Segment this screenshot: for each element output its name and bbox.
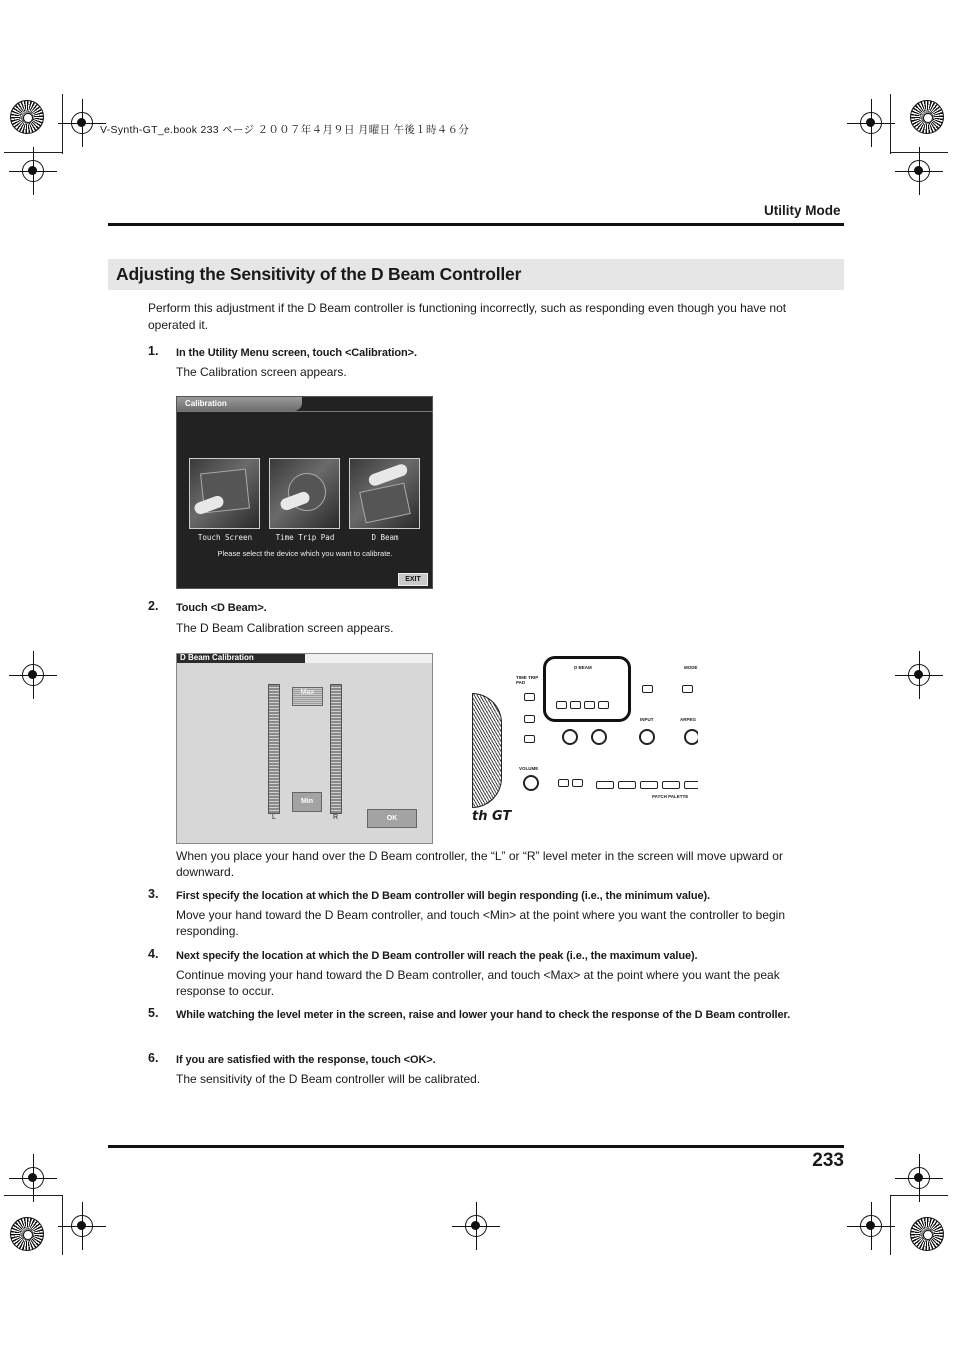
max-button[interactable]: Max <box>292 687 323 706</box>
panel-label: INPUT <box>640 717 654 722</box>
registration-mark-bottom-left <box>71 1215 93 1237</box>
product-logo: th GT <box>472 809 512 824</box>
registration-mark-bottom-right <box>860 1215 882 1237</box>
step-text: The D Beam Calibration screen appears. <box>176 621 394 635</box>
screen-title-bar <box>177 397 302 411</box>
panel-label: ARPEG <box>680 717 697 722</box>
registration-mark-left-upper <box>22 160 44 182</box>
speaker-grill <box>472 693 502 808</box>
registration-mark-top-left <box>71 112 93 134</box>
registration-mark-right-middle <box>908 664 930 686</box>
intro-paragraph: Perform this adjustment if the D Beam controller is functioning incorrectly, such as responding even though you have not operated it. <box>148 301 787 332</box>
step-number: 3. <box>148 887 159 901</box>
d-beam-tile[interactable] <box>349 458 420 529</box>
tile-label: Time Trip Pad <box>275 533 335 542</box>
registration-mark-bottom-center <box>465 1215 487 1237</box>
step-text: Move your hand toward the D Beam controller, and touch <Min> at the point where you want the controller to begin responding. <box>176 908 786 938</box>
knob <box>639 729 655 745</box>
step-text: The Calibration screen appears. <box>176 365 347 379</box>
tile-label: Touch Screen <box>197 533 253 542</box>
volume-knob <box>523 775 539 791</box>
registration-mark-right-lower <box>908 1167 930 1189</box>
screen-title: Calibration <box>185 399 227 408</box>
exit-button[interactable]: EXIT <box>398 573 428 586</box>
footer-rule <box>108 1145 844 1148</box>
step-number: 2. <box>148 599 159 613</box>
step-note: When you place your hand over the D Beam controller, the “L” or “R” level meter in the screen will move upward or downward. <box>176 849 783 879</box>
knob <box>562 729 578 745</box>
step-title: Next specify the location at which the D Beam controller will reach the peak (i.e., the maximum value). <box>176 950 698 962</box>
tile-label: D Beam <box>371 533 399 542</box>
knob <box>684 729 698 745</box>
level-meter-left <box>268 684 280 814</box>
panel-label: D BEAM <box>574 665 592 670</box>
knob <box>591 729 607 745</box>
step-number: 4. <box>148 947 159 961</box>
panel-label: TIME TRIP PAD <box>516 675 539 685</box>
step-title: While watching the level meter in the screen, raise and lower your hand to check the response of the D Beam controller. <box>176 1009 791 1021</box>
calibration-message: Please select the device which you want to calibrate. <box>217 549 393 558</box>
time-trip-pad-tile[interactable] <box>269 458 340 529</box>
touch-screen-tile[interactable] <box>189 458 260 529</box>
min-button[interactable]: Min <box>292 792 322 812</box>
step-number: 1. <box>148 344 159 358</box>
level-meter-right <box>330 684 342 814</box>
registration-wheel-bottom-left <box>10 1217 44 1251</box>
step-title: First specify the location at which the D Beam controller will begin responding (i.e., the minimum value). <box>176 890 710 902</box>
d-beam-calibration-screen <box>176 653 433 844</box>
section-header: Utility Mode <box>764 203 841 218</box>
step-title: Touch <D Beam>. <box>176 602 267 614</box>
meter-label-right: R <box>333 814 339 821</box>
screen-title: D Beam Calibration <box>180 653 254 662</box>
header-rule <box>108 223 844 226</box>
d-beam-highlight-ring <box>543 656 631 722</box>
step-number: 5. <box>148 1006 159 1020</box>
meter-label-left: L <box>272 814 276 821</box>
registration-mark-top-right <box>860 112 882 134</box>
step-text: Continue moving your hand toward the D Beam controller, and touch <Max> at the point where you want the peak response to occur. <box>176 968 780 998</box>
registration-wheel-top-right <box>910 100 944 134</box>
step-text: The sensitivity of the D Beam controller will be calibrated. <box>176 1072 481 1086</box>
panel-label: PATCH PALETTE <box>652 794 689 799</box>
front-panel-illustration <box>472 653 698 828</box>
step-title: In the Utility Menu screen, touch <Calibration>. <box>176 347 417 359</box>
registration-mark-right-upper <box>908 160 930 182</box>
panel-label: MODE <box>684 665 698 670</box>
registration-mark-left-middle <box>22 664 44 686</box>
page-number: 233 <box>812 1150 844 1171</box>
registration-wheel-top-left <box>10 100 44 134</box>
step-title: If you are satisfied with the response, touch <OK>. <box>176 1054 436 1066</box>
ok-button[interactable]: OK <box>367 809 417 828</box>
page-title: Adjusting the Sensitivity of the D Beam Controller <box>116 264 522 284</box>
calibration-screen <box>176 396 433 589</box>
panel-label: VOLUME <box>519 766 539 771</box>
step-number: 6. <box>148 1051 159 1065</box>
print-file-info: V-Synth-GT_e.book 233 ページ ２００７年４月９日 月曜日 午後１時４６分 <box>100 124 470 136</box>
screen-title-bar <box>177 654 305 663</box>
registration-wheel-bottom-right <box>910 1217 944 1251</box>
registration-mark-left-lower <box>22 1167 44 1189</box>
